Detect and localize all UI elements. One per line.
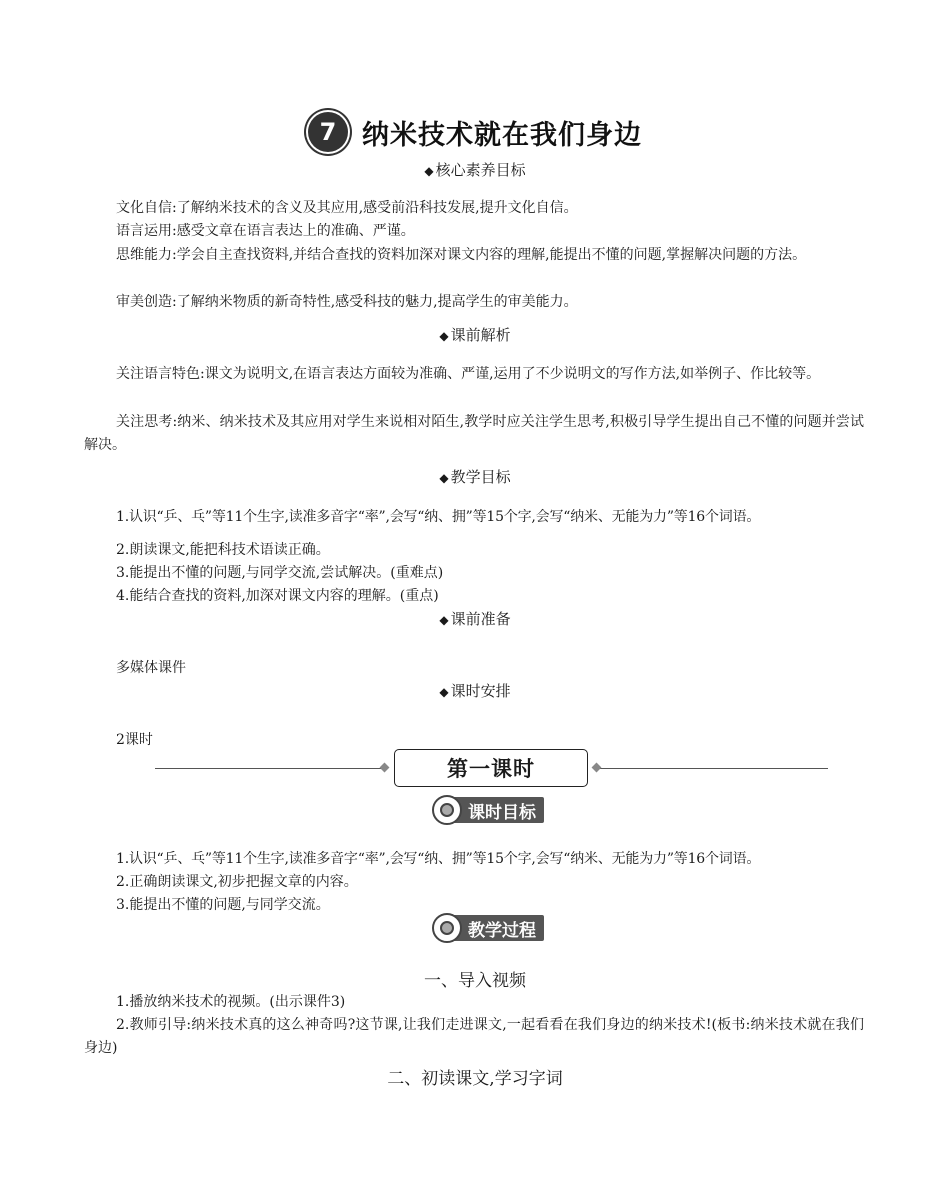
heading-core-goals: ◆ 核心素养目标 xyxy=(424,161,526,179)
heading-schedule: ◆ 课时安排 xyxy=(439,682,511,700)
heading-teaching-goals: ◆ 教学目标 xyxy=(439,468,511,486)
heading-prep: ◆ 课前准备 xyxy=(439,610,511,628)
target-icon xyxy=(432,795,462,825)
core-goal-1: 文化自信:了解纳米技术的含义及其应用,感受前沿科技发展,提升文化自信。 xyxy=(116,200,578,216)
analysis-2: 关注思考:纳米、纳米技术及其应用对学生来说相对陌生,教学时应关注学生思考,积极引导学生提出自己不懂的问题并尝试解决。 xyxy=(84,414,864,453)
lesson-goals-badge: 课时目标 xyxy=(432,796,544,824)
teaching-goal-2: 2.朗读课文,能把科技术语读正确。 xyxy=(116,542,330,558)
diamond-icon: ◆ xyxy=(424,164,434,178)
lesson-goal-3: 3.能提出不懂的问题,与同学交流。 xyxy=(116,897,330,913)
heading-analysis: ◆ 课前解析 xyxy=(439,326,511,344)
lesson-number-badge: 7 xyxy=(308,112,348,152)
teaching-goal-1: 1.认识“乒、乓”等11个生字,读准多音字“率”,会写“纳、拥”等15个字,会写“纳米、无能为力”等16个词语。 xyxy=(116,509,761,525)
diamond-icon: ◆ xyxy=(439,613,449,627)
step2-heading: 二、初读课文,学习字词 xyxy=(387,1069,563,1089)
step1-item-2: 2.教师引导:纳米技术真的这么神奇吗?这节课,让我们走进课文,一起看看在我们身边的纳米技术!(板书:纳米技术就在我们身边) xyxy=(84,1017,864,1056)
divider-right xyxy=(595,768,828,769)
lesson-goal-1: 1.认识“乒、乓”等11个生字,读准多音字“率”,会写“纳、拥”等15个字,会写“纳米、无能为力”等16个词语。 xyxy=(116,851,761,867)
lesson-goal-2: 2.正确朗读课文,初步把握文章的内容。 xyxy=(116,874,358,890)
prep-text: 多媒体课件 xyxy=(116,660,186,676)
teaching-goal-4: 4.能结合查找的资料,加深对课文内容的理解。(重点) xyxy=(116,588,439,604)
analysis-1: 关注语言特色:课文为说明文,在语言表达方面较为准确、严谨,运用了不少说明文的写作方法,如举例子、作比较等。 xyxy=(116,366,821,382)
step1-heading: 一、导入视频 xyxy=(424,971,526,991)
divider-left xyxy=(155,768,385,769)
target-icon xyxy=(432,913,462,943)
diamond-icon: ◆ xyxy=(439,329,449,343)
lesson-title-text: 纳米技术就在我们身边 xyxy=(362,119,642,151)
diamond-icon: ◆ xyxy=(439,685,449,699)
core-goal-2: 语言运用:感受文章在语言表达上的准确、严谨。 xyxy=(116,223,415,239)
teaching-goal-3: 3.能提出不懂的问题,与同学交流,尝试解决。(重难点) xyxy=(116,565,444,581)
divider-dot-left xyxy=(380,763,390,773)
diamond-icon: ◆ xyxy=(439,471,449,485)
lesson-period-title: 第一课时 xyxy=(394,749,588,787)
lesson-title xyxy=(0,112,950,152)
core-goal-4: 审美创造:了解纳米物质的新奇特性,感受科技的魅力,提高学生的审美能力。 xyxy=(116,294,578,310)
divider-dot-right xyxy=(592,763,602,773)
core-goal-3: 思维能力:学会自主查找资料,并结合查找的资料加深对课文内容的理解,能提出不懂的问题,掌握解决问题的方法。 xyxy=(116,247,807,263)
schedule-text: 2课时 xyxy=(116,732,153,748)
step1-item-1: 1.播放纳米技术的视频。(出示课件3) xyxy=(116,994,346,1010)
teaching-process-badge: 教学过程 xyxy=(432,914,544,942)
